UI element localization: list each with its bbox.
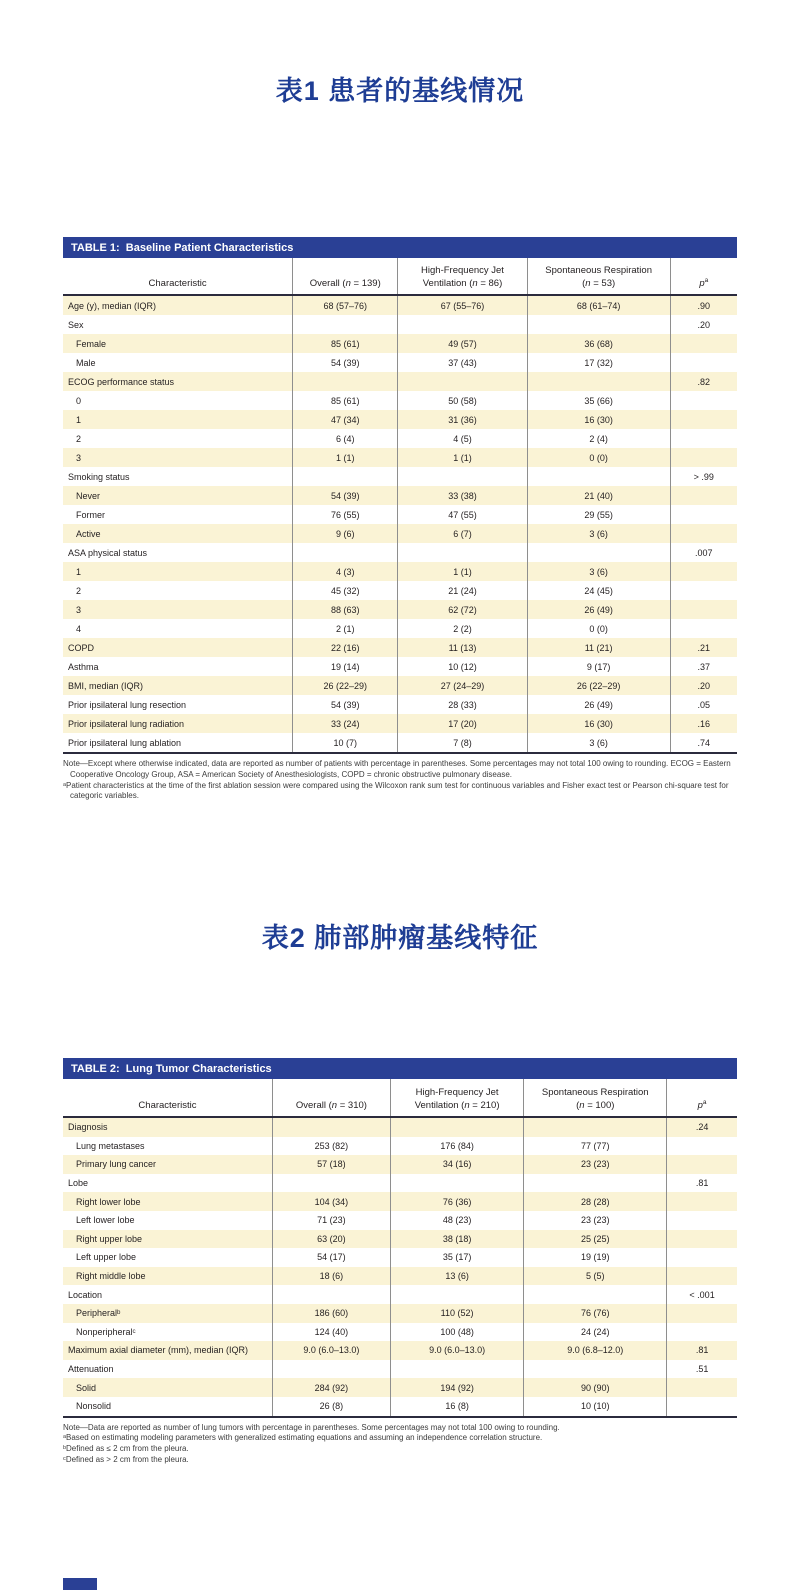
table1-col-spontaneous: Spontaneous Respiration (n = 53) — [527, 258, 670, 294]
cell-spontaneous — [527, 467, 670, 486]
footnote: ᵃBased on estimating modeling parameters with generalized estimating equations and assuming an independence correlation structure. — [63, 1433, 543, 1443]
cell-hfjv: 17 (20) — [397, 714, 526, 733]
cell-pvalue — [666, 1230, 737, 1249]
cell-spontaneous: 76 (76) — [523, 1304, 666, 1323]
table1-row — [63, 448, 737, 467]
table2 — [63, 1058, 737, 1466]
cell-overall: 6 (4) — [292, 429, 397, 448]
row-label: Smoking status — [68, 471, 130, 482]
cell-pvalue: .20 — [670, 676, 737, 695]
row-label: COPD — [68, 642, 95, 653]
cell-overall: 54 (39) — [292, 695, 397, 714]
row-label: Former — [76, 509, 105, 520]
cell-spontaneous: 5 (5) — [523, 1267, 666, 1286]
cell-spontaneous: 16 (30) — [527, 410, 670, 429]
table1-row — [63, 353, 737, 372]
cell-pvalue — [666, 1192, 737, 1211]
table1-title-text: TABLE 1: Baseline Patient Characteristics — [71, 241, 294, 254]
cell-hfjv — [397, 467, 526, 486]
row-label: 4 — [76, 623, 82, 634]
table2-column-headers — [63, 1079, 737, 1118]
table2-row — [63, 1174, 737, 1193]
cell-overall: 19 (14) — [292, 657, 397, 676]
table1-row — [63, 581, 737, 600]
cell-hfjv: 10 (12) — [397, 657, 526, 676]
cell-overall: 18 (6) — [272, 1267, 390, 1286]
row-label: ASA physical status — [68, 547, 148, 558]
cell-overall: 10 (7) — [292, 733, 397, 752]
cell-spontaneous — [527, 372, 670, 391]
table1-col-overall: Overall (n = 139) — [292, 258, 397, 294]
table1 — [63, 237, 737, 802]
cell-pvalue — [670, 448, 737, 467]
cell-hfjv — [390, 1174, 523, 1193]
cell-overall: 45 (32) — [292, 581, 397, 600]
cell-overall: 26 (22–29) — [292, 676, 397, 695]
table2-body — [63, 1118, 737, 1418]
cell-spontaneous: 77 (77) — [523, 1137, 666, 1156]
cell-hfjv: 16 (8) — [390, 1397, 523, 1416]
cell-overall: 2 (1) — [292, 619, 397, 638]
cell-pvalue: .20 — [670, 315, 737, 334]
cell-spontaneous: 17 (32) — [527, 353, 670, 372]
row-label: Right upper lobe — [76, 1233, 143, 1244]
cell-pvalue: .05 — [670, 695, 737, 714]
cell-spontaneous: 24 (45) — [527, 581, 670, 600]
cell-hfjv: 11 (13) — [397, 638, 526, 657]
cell-overall: 88 (63) — [292, 600, 397, 619]
cell-spontaneous: 2 (4) — [527, 429, 670, 448]
cell-hfjv — [390, 1285, 523, 1304]
cell-pvalue: .16 — [670, 714, 737, 733]
table2-row — [63, 1378, 737, 1397]
row-label: Attenuation — [68, 1364, 114, 1375]
cell-hfjv: 31 (36) — [397, 410, 526, 429]
cell-spontaneous: 90 (90) — [523, 1378, 666, 1397]
table2-row — [63, 1304, 737, 1323]
footnote: Note—Data are reported as number of lung tumors with percentage in parentheses. Some percentages may not total 100 owing to rounding. — [63, 1422, 560, 1432]
cell-hfjv: 176 (84) — [390, 1137, 523, 1156]
table1-row — [63, 315, 737, 334]
cell-overall: 124 (40) — [272, 1323, 390, 1342]
row-label: Prior ipsilateral lung ablation — [68, 737, 182, 748]
row-label: Right middle lobe — [76, 1271, 146, 1282]
cell-spontaneous: 26 (49) — [527, 600, 670, 619]
cell-overall — [272, 1285, 390, 1304]
cell-pvalue — [670, 562, 737, 581]
cell-pvalue — [670, 334, 737, 353]
cell-overall: 4 (3) — [292, 562, 397, 581]
cell-hfjv: 7 (8) — [397, 733, 526, 752]
table2-col-characteristic: Characteristic — [138, 1099, 197, 1111]
table1-row — [63, 733, 737, 752]
cell-spontaneous: 21 (40) — [527, 486, 670, 505]
cell-hfjv — [397, 315, 526, 334]
cell-overall: 63 (20) — [272, 1230, 390, 1249]
cell-overall: 104 (34) — [272, 1192, 390, 1211]
row-label: Active — [76, 528, 101, 539]
table1-row — [63, 600, 737, 619]
cell-overall: 68 (57–76) — [292, 296, 397, 315]
cell-pvalue — [666, 1248, 737, 1267]
table2-row — [63, 1397, 737, 1416]
table2-row — [63, 1155, 737, 1174]
table1-row — [63, 676, 737, 695]
cell-spontaneous: 23 (23) — [523, 1211, 666, 1230]
cell-overall: 1 (1) — [292, 448, 397, 467]
cell-pvalue — [670, 429, 737, 448]
table2-row — [63, 1211, 737, 1230]
cell-spontaneous: 25 (25) — [523, 1230, 666, 1249]
cell-pvalue — [670, 505, 737, 524]
cell-hfjv: 34 (16) — [390, 1155, 523, 1174]
cell-pvalue — [670, 391, 737, 410]
table1-row — [63, 638, 737, 657]
cell-pvalue — [670, 619, 737, 638]
table1-row — [63, 410, 737, 429]
cell-overall: 76 (55) — [292, 505, 397, 524]
table2-row — [63, 1118, 737, 1137]
table1-row — [63, 657, 737, 676]
cell-pvalue: < .001 — [666, 1285, 737, 1304]
cell-spontaneous: 10 (10) — [523, 1397, 666, 1416]
table2-col-overall: Overall (n = 310) — [272, 1079, 390, 1116]
cell-pvalue — [666, 1378, 737, 1397]
cell-pvalue — [666, 1137, 737, 1156]
row-label: Lobe — [68, 1178, 89, 1189]
cell-overall: 9 (6) — [292, 524, 397, 543]
cell-spontaneous: 0 (0) — [527, 619, 670, 638]
cell-spontaneous: 24 (24) — [523, 1323, 666, 1342]
row-label: Age (y), median (IQR) — [68, 300, 157, 311]
row-label: Female — [76, 338, 107, 349]
cell-pvalue: .74 — [670, 733, 737, 752]
row-label: Lung metastases — [76, 1140, 145, 1151]
table1-row — [63, 372, 737, 391]
cell-overall: 71 (23) — [272, 1211, 390, 1230]
row-label: Right lower lobe — [76, 1196, 141, 1207]
cell-hfjv: 67 (55–76) — [397, 296, 526, 315]
cell-overall — [272, 1360, 390, 1379]
cell-hfjv: 9.0 (6.0–13.0) — [390, 1341, 523, 1360]
cell-pvalue — [666, 1304, 737, 1323]
cell-overall — [292, 543, 397, 562]
table2-row — [63, 1192, 737, 1211]
cell-spontaneous: 26 (49) — [527, 695, 670, 714]
cell-pvalue: > .99 — [670, 467, 737, 486]
cell-overall — [272, 1174, 390, 1193]
table2-title-bar — [63, 1058, 737, 1079]
cell-hfjv: 2 (2) — [397, 619, 526, 638]
footnote: ᶜDefined as > 2 cm from the pleura. — [63, 1454, 189, 1464]
table1-col-pvalue: $p^a$ — [670, 258, 737, 294]
cell-spontaneous: 16 (30) — [527, 714, 670, 733]
cell-hfjv: 13 (6) — [390, 1267, 523, 1286]
cell-pvalue — [670, 581, 737, 600]
row-label: 3 — [76, 604, 82, 615]
table2-row — [63, 1360, 737, 1379]
cell-hfjv: 28 (33) — [397, 695, 526, 714]
cell-spontaneous — [527, 543, 670, 562]
footnote: ᵃPatient characteristics at the time of the first ablation session were compared using the Wilcoxon rank sum test for continuous variables and Fisher exact test or Pearson chi-square test for categoric variables. — [63, 780, 729, 801]
cell-hfjv: 50 (58) — [397, 391, 526, 410]
cell-hfjv: 33 (38) — [397, 486, 526, 505]
cell-hfjv: 110 (52) — [390, 1304, 523, 1323]
table2-chinese-caption: 表2 肺部肿瘤基线特征 — [261, 923, 539, 953]
table1-row — [63, 619, 737, 638]
row-label: Left upper lobe — [76, 1252, 137, 1263]
row-label: Diagnosis — [68, 1122, 108, 1133]
cell-hfjv — [390, 1118, 523, 1137]
cell-spontaneous: 68 (61–74) — [527, 296, 670, 315]
cell-overall: 26 (8) — [272, 1397, 390, 1416]
cell-spontaneous: 11 (21) — [527, 638, 670, 657]
table2-row — [63, 1323, 737, 1342]
table1-footnotes — [63, 759, 737, 802]
cell-hfjv: 35 (17) — [390, 1248, 523, 1267]
cell-pvalue: .007 — [670, 543, 737, 562]
row-label: Peripheralᵇ — [76, 1308, 121, 1319]
cell-pvalue: .82 — [670, 372, 737, 391]
cell-pvalue — [666, 1155, 737, 1174]
table2-row — [63, 1341, 737, 1360]
table2-col-pvalue: $p^a$ — [666, 1079, 737, 1116]
cell-spontaneous: 19 (19) — [523, 1248, 666, 1267]
table2-col-hfjv: High-Frequency Jet Ventilation (n = 210) — [390, 1079, 523, 1116]
row-label: 2 — [76, 433, 82, 444]
table1-title-bar — [63, 237, 737, 258]
cell-hfjv — [390, 1360, 523, 1379]
row-label: 0 — [76, 395, 82, 406]
cell-hfjv — [397, 372, 526, 391]
row-label: Maximum axial diameter (mm), median (IQR) — [68, 1345, 249, 1356]
row-label: BMI, median (IQR) — [68, 680, 144, 691]
cell-overall: 253 (82) — [272, 1137, 390, 1156]
row-label: Never — [76, 490, 101, 501]
cell-spontaneous: 23 (23) — [523, 1155, 666, 1174]
table2-footnotes — [63, 1423, 737, 1466]
cell-overall: 284 (92) — [272, 1378, 390, 1397]
row-label: Nonperipheralᶜ — [76, 1326, 136, 1337]
row-label: Male — [76, 357, 96, 368]
cell-hfjv: 6 (7) — [397, 524, 526, 543]
cell-pvalue: .24 — [666, 1118, 737, 1137]
cell-hfjv: 62 (72) — [397, 600, 526, 619]
row-label: 1 — [76, 566, 82, 577]
cell-overall: 85 (61) — [292, 391, 397, 410]
cell-spontaneous: 3 (6) — [527, 733, 670, 752]
cell-overall: 57 (18) — [272, 1155, 390, 1174]
row-label: 2 — [76, 585, 82, 596]
table1-body — [63, 296, 737, 754]
cell-pvalue — [666, 1397, 737, 1416]
cell-overall — [292, 467, 397, 486]
row-label: Solid — [76, 1382, 97, 1393]
cell-spontaneous — [523, 1174, 666, 1193]
cell-hfjv: 38 (18) — [390, 1230, 523, 1249]
cell-overall — [272, 1118, 390, 1137]
cell-overall — [292, 372, 397, 391]
table1-row — [63, 391, 737, 410]
cell-spontaneous: 3 (6) — [527, 524, 670, 543]
table2-row — [63, 1137, 737, 1156]
cell-hfjv: 21 (24) — [397, 581, 526, 600]
table1-row — [63, 543, 737, 562]
cell-overall: 47 (34) — [292, 410, 397, 429]
cell-pvalue: .51 — [666, 1360, 737, 1379]
row-label: Sex — [68, 319, 84, 330]
table1-row — [63, 334, 737, 353]
cell-overall: 54 (39) — [292, 353, 397, 372]
cell-spontaneous: 26 (22–29) — [527, 676, 670, 695]
row-label: 3 — [76, 452, 82, 463]
cell-pvalue — [670, 524, 737, 543]
row-label: Left lower lobe — [76, 1215, 135, 1226]
cell-pvalue — [666, 1267, 737, 1286]
table2-col-spontaneous: Spontaneous Respiration (n = 100) — [523, 1079, 666, 1116]
cell-spontaneous: 0 (0) — [527, 448, 670, 467]
table2-row — [63, 1267, 737, 1286]
table1-row — [63, 486, 737, 505]
cell-spontaneous: 9 (17) — [527, 657, 670, 676]
cell-hfjv: 27 (24–29) — [397, 676, 526, 695]
cell-spontaneous — [523, 1285, 666, 1304]
table1-row — [63, 714, 737, 733]
row-label: Primary lung cancer — [76, 1159, 157, 1170]
cell-hfjv: 76 (36) — [390, 1192, 523, 1211]
cell-pvalue: .90 — [670, 296, 737, 315]
cell-hfjv: 1 (1) — [397, 562, 526, 581]
table1-column-headers — [63, 258, 737, 296]
cell-pvalue: .21 — [670, 638, 737, 657]
cell-pvalue — [666, 1211, 737, 1230]
cell-hfjv: 4 (5) — [397, 429, 526, 448]
cell-hfjv: 100 (48) — [390, 1323, 523, 1342]
cell-overall: 54 (39) — [292, 486, 397, 505]
row-label: Nonsolid — [76, 1401, 112, 1412]
table1-row — [63, 467, 737, 486]
cell-spontaneous: 35 (66) — [527, 391, 670, 410]
cell-overall: 54 (17) — [272, 1248, 390, 1267]
row-label: 1 — [76, 414, 82, 425]
cell-spontaneous — [523, 1118, 666, 1137]
table1-col-hfjv: High-Frequency Jet Ventilation (n = 86) — [397, 258, 526, 294]
cell-overall: 9.0 (6.0–13.0) — [272, 1341, 390, 1360]
table2-row — [63, 1230, 737, 1249]
cell-pvalue: .37 — [670, 657, 737, 676]
cell-pvalue — [666, 1323, 737, 1342]
table2-title-text: TABLE 2: Lung Tumor Characteristics — [71, 1062, 272, 1075]
cell-overall: 33 (24) — [292, 714, 397, 733]
table2-row — [63, 1285, 737, 1304]
row-label: Prior ipsilateral lung resection — [68, 699, 187, 710]
cell-hfjv — [397, 543, 526, 562]
cell-spontaneous: 3 (6) — [527, 562, 670, 581]
table2-row — [63, 1248, 737, 1267]
partial-next-table-header-bar — [63, 1578, 97, 1590]
table1-row — [63, 505, 737, 524]
table1-row — [63, 524, 737, 543]
footnote: Note—Except where otherwise indicated, data are reported as number of patients with percentage in parentheses. Some percentages may not total 100 owing to rounding. ECOG = Eastern Cooperative Oncology Group, ASA = American Society of Anesthesiologists, COPD = chronic obstructive pulmonary disease. — [63, 759, 731, 779]
row-label: ECOG performance status — [68, 376, 175, 387]
cell-overall — [292, 315, 397, 334]
cell-spontaneous: 9.0 (6.8–12.0) — [523, 1341, 666, 1360]
cell-pvalue: .81 — [666, 1341, 737, 1360]
cell-spontaneous — [523, 1360, 666, 1379]
table1-row — [63, 429, 737, 448]
cell-pvalue — [670, 486, 737, 505]
cell-hfjv: 47 (55) — [397, 505, 526, 524]
row-label: Asthma — [68, 661, 99, 672]
row-label: Location — [68, 1289, 103, 1300]
cell-spontaneous — [527, 315, 670, 334]
cell-overall: 85 (61) — [292, 334, 397, 353]
table1-col-characteristic: Characteristic — [148, 277, 207, 289]
table1-chinese-caption: 表1 患者的基线情况 — [275, 76, 525, 106]
cell-hfjv: 37 (43) — [397, 353, 526, 372]
cell-overall: 186 (60) — [272, 1304, 390, 1323]
row-label: Prior ipsilateral lung radiation — [68, 718, 185, 729]
cell-hfjv: 194 (92) — [390, 1378, 523, 1397]
cell-hfjv: 1 (1) — [397, 448, 526, 467]
cell-pvalue: .81 — [666, 1174, 737, 1193]
cell-hfjv: 49 (57) — [397, 334, 526, 353]
cell-pvalue — [670, 353, 737, 372]
table1-row — [63, 695, 737, 714]
footnote: ᵇDefined as ≤ 2 cm from the pleura. — [63, 1444, 189, 1454]
cell-spontaneous: 29 (55) — [527, 505, 670, 524]
cell-hfjv: 48 (23) — [390, 1211, 523, 1230]
cell-spontaneous: 28 (28) — [523, 1192, 666, 1211]
table1-row — [63, 562, 737, 581]
cell-pvalue — [670, 410, 737, 429]
cell-pvalue — [670, 600, 737, 619]
cell-spontaneous: 36 (68) — [527, 334, 670, 353]
cell-overall: 22 (16) — [292, 638, 397, 657]
table1-row — [63, 296, 737, 315]
